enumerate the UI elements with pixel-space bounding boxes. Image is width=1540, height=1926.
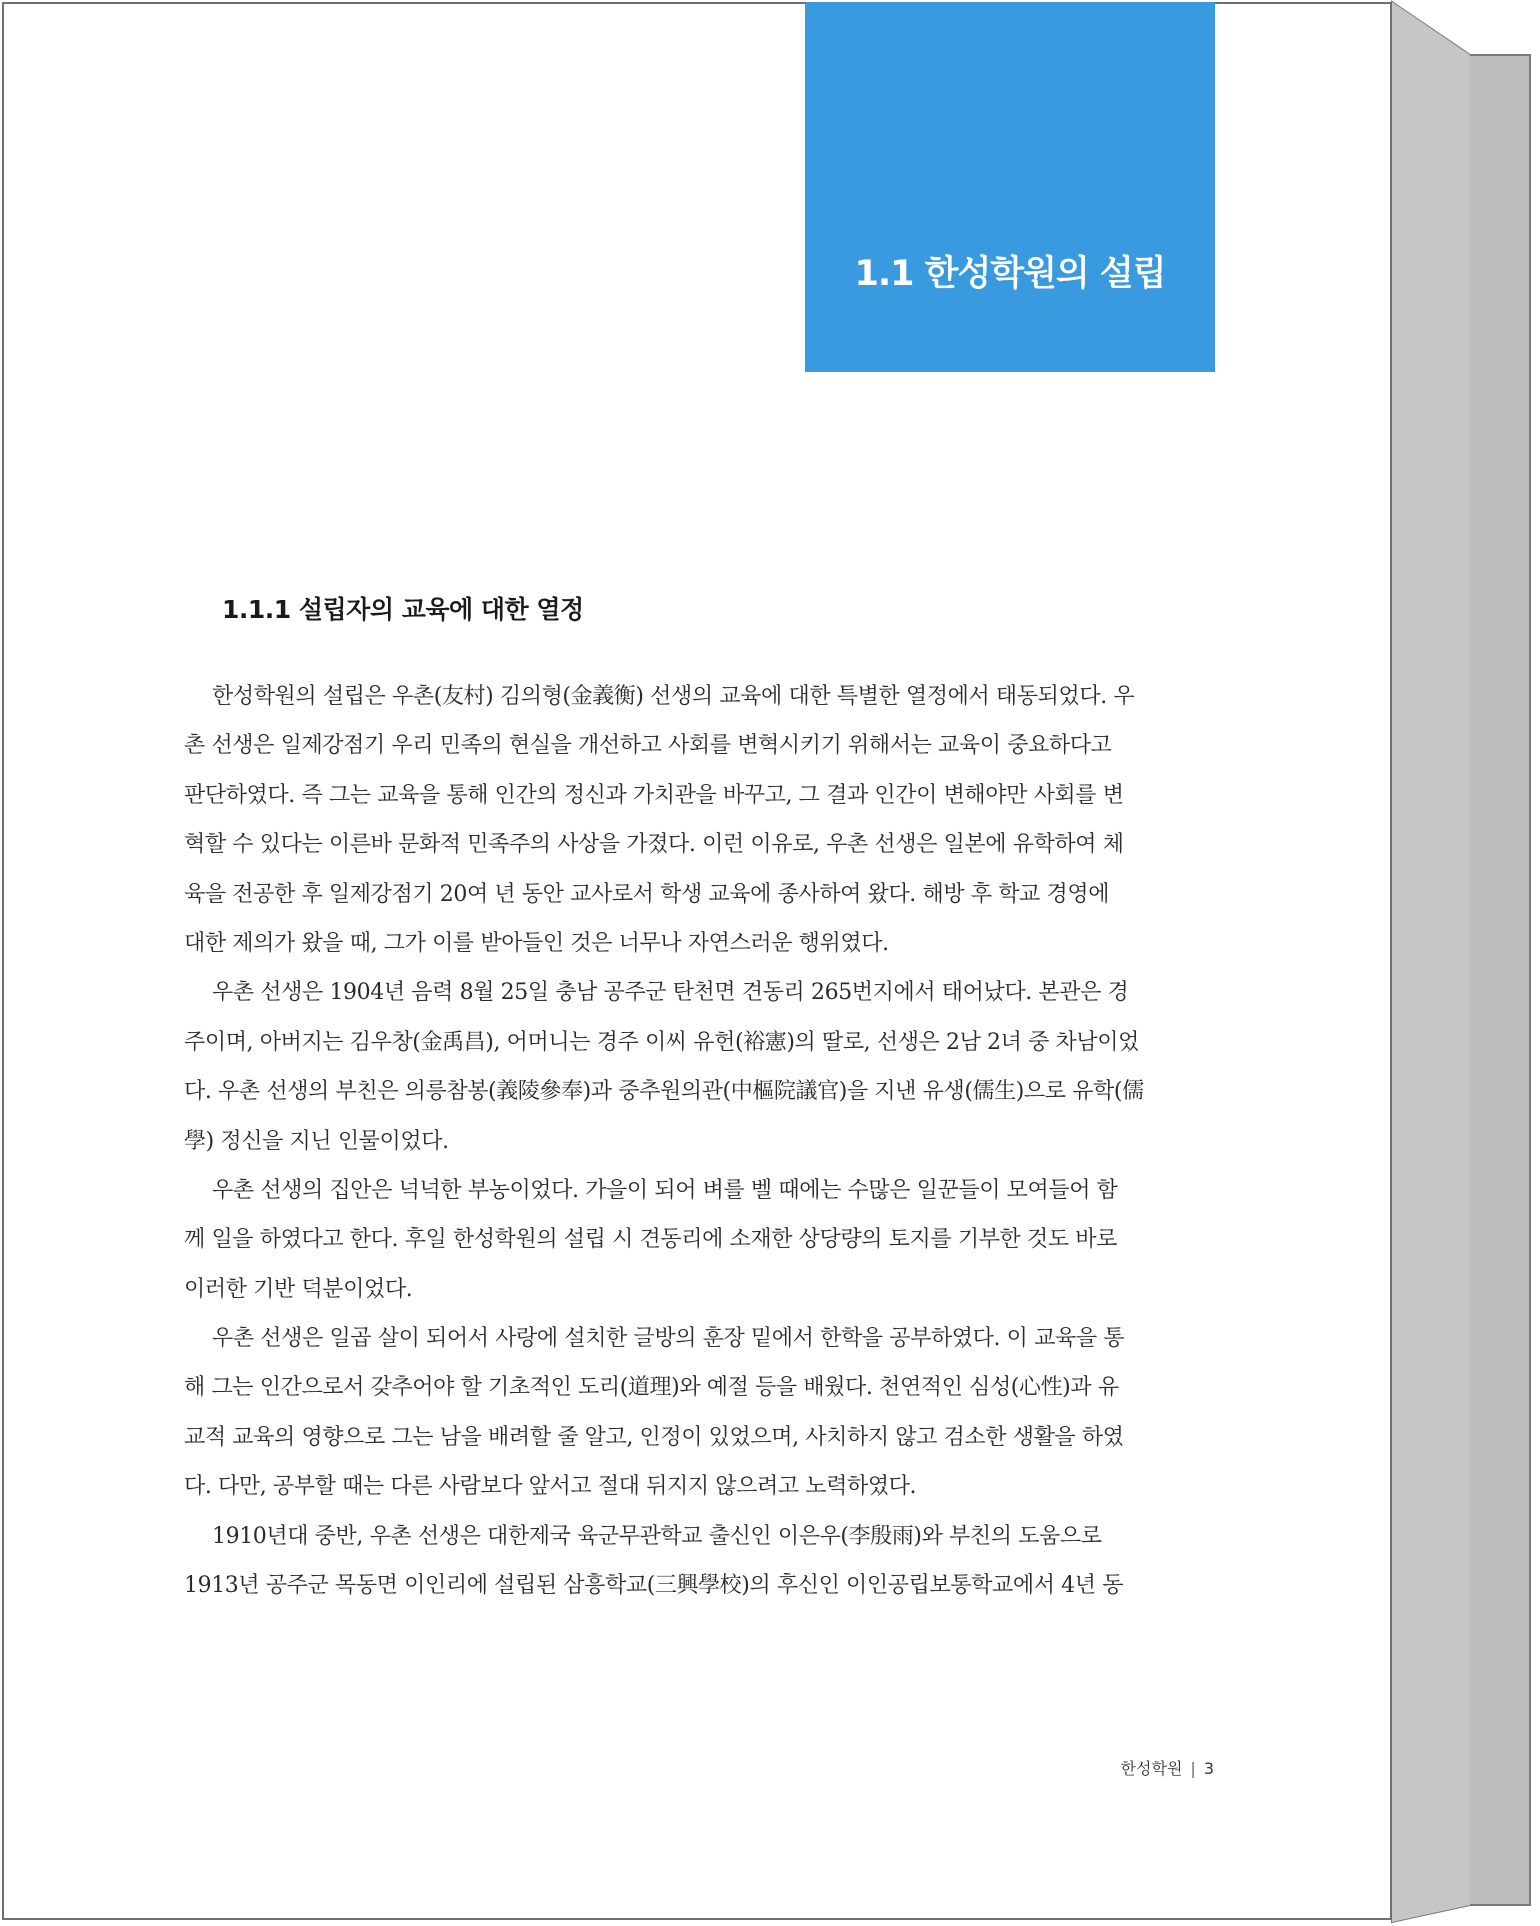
body-line: 1913년 공주군 목동면 이인리에 설립된 삼흥학교(三興學校)의 후신인 이인공립보통학교에서 4년 동 — [184, 1573, 1124, 1599]
body-line: 께 일을 하였다고 한다. 후일 한성학원의 설립 시 견동리에 소재한 상당량의 토지를 기부한 것도 바로 — [184, 1227, 1117, 1253]
chapter-title: 1.1 한성학원의 설립 — [854, 254, 1166, 294]
body-line: 촌 선생은 일제강점기 우리 민족의 현실을 개선하고 사회를 변혁시키기 위해서는 교육이 중요하다고 — [184, 733, 1112, 759]
body-line: 대한 제의가 왔을 때, 그가 이를 받아들인 것은 너무나 자연스러운 행위였다. — [184, 930, 889, 956]
body-line: 이러한 기반 덕분이었다. — [184, 1276, 413, 1302]
body-line: 교적 교육의 영향으로 그는 남을 배려할 줄 알고, 인정이 있었으며, 사치하지 않고 검소한 생활을 하였 — [184, 1424, 1124, 1450]
body-text — [184, 672, 1214, 1610]
chapter-banner — [805, 2, 1215, 372]
footer-book-title: 한성학원 — [1120, 1759, 1183, 1778]
footer-separator: | — [1190, 1759, 1196, 1778]
body-line: 한성학원의 설립은 우촌(友村) 김의형(金義衡) 선생의 교육에 대한 특별한 열정에서 태동되었다. 우 — [212, 684, 1135, 709]
body-line: 우촌 선생은 1904년 음력 8월 25일 충남 공주군 탄천면 견동리 265번지에서 태어났다. 본관은 경 — [212, 980, 1129, 1006]
body-line: 學) 정신을 지닌 인물이었다. — [184, 1128, 449, 1154]
page-number: 3 — [1203, 1759, 1214, 1778]
body-line: 다. 우촌 선생의 부친은 의릉참봉(義陵參奉)과 중추원의관(中樞院議官)을 지낸 유생(儒生)으로 유학(儒 — [184, 1079, 1144, 1105]
body-line: 우촌 선생의 집안은 넉넉한 부농이었다. 가을이 되어 벼를 벨 때에는 수많은 일꾼들이 모여들어 함 — [212, 1177, 1118, 1203]
body-line: 우촌 선생은 일곱 살이 되어서 사랑에 설치한 글방의 훈장 밑에서 한학을 공부하였다. 이 교육을 통 — [212, 1326, 1125, 1352]
body-line: 판단하였다. 즉 그는 교육을 통해 인간의 정신과 가치관을 바꾸고, 그 결과 인간이 변해야만 사회를 변 — [184, 782, 1124, 808]
body-line: 주이며, 아버지는 김우창(金禹昌), 어머니는 경주 이씨 유헌(裕憲)의 딸로, 선생은 2남 2녀 중 차남이었 — [184, 1029, 1139, 1055]
page-footer — [1121, 1756, 1214, 1779]
body-line: 다. 다만, 공부할 때는 다른 사람보다 앞서고 절대 뒤지지 않으려고 노력하였다. — [184, 1474, 917, 1500]
body-line: 혁할 수 있다는 이른바 문화적 민족주의 사상을 가졌다. 이런 이유로, 우촌 선생은 일본에 유학하여 체 — [184, 832, 1124, 858]
section-heading: 1.1.1 설립자의 교육에 대한 열정 — [222, 595, 584, 624]
body-line: 1910년대 중반, 우촌 선생은 대한제국 육군무관학교 출신인 이은우(李殷雨)와 부친의 도움으로 — [212, 1523, 1102, 1549]
body-line: 해 그는 인간으로서 갖추어야 할 기초적인 도리(道理)와 예절 등을 배웠다. 천연적인 심성(心性)과 유 — [184, 1375, 1119, 1401]
body-line: 육을 전공한 후 일제강점기 20여 년 동안 교사로서 학생 교육에 종사하여 왔다. 해방 후 학교 경영에 — [184, 881, 1110, 907]
